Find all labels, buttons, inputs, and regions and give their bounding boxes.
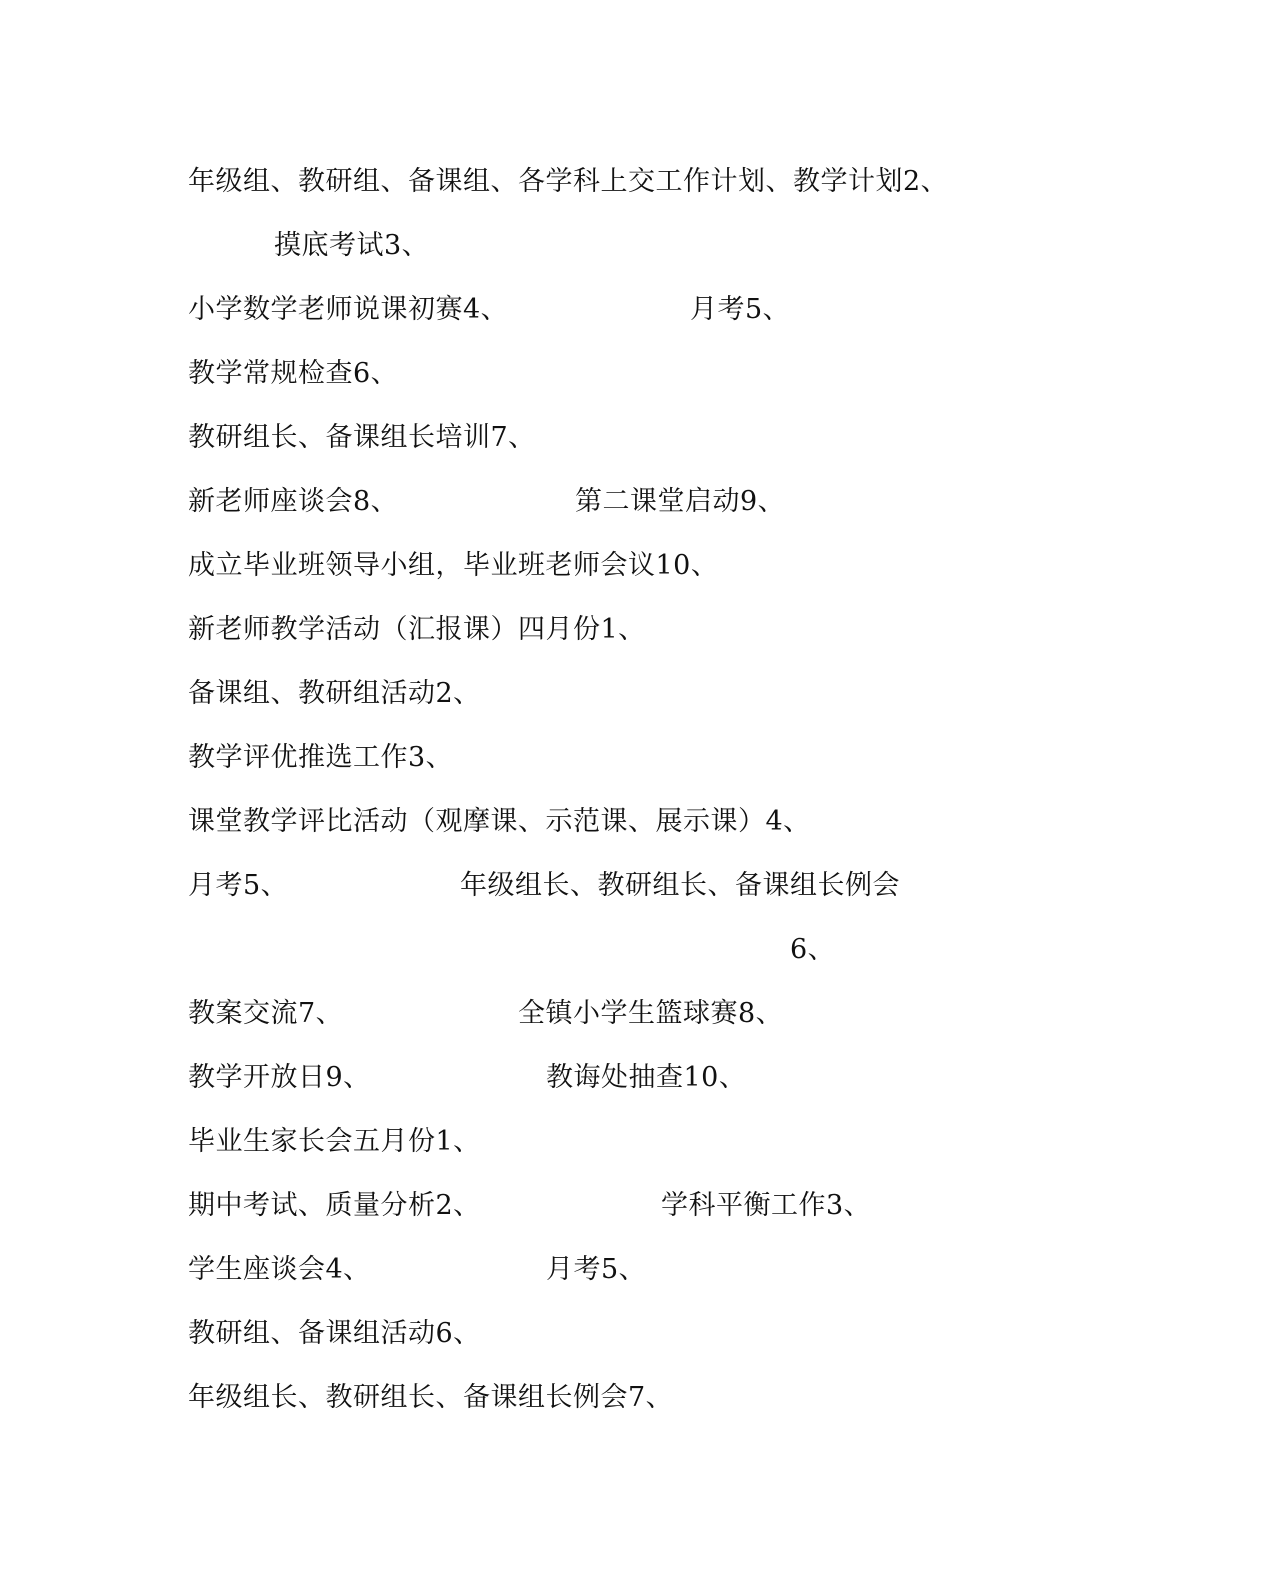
text-line: 教案交流7、 (188, 998, 344, 1029)
text-line: 全镇小学生篮球赛8、 (518, 998, 784, 1029)
text-line: 6、 (790, 934, 836, 965)
text-line: 年级组长、教研组长、备课组长例会7、 (188, 1382, 674, 1413)
text-line: 备课组、教研组活动2、 (188, 678, 481, 709)
text-line: 教研组、备课组活动6、 (188, 1318, 481, 1349)
text-line: 年级组长、教研组长、备课组长例会 (460, 870, 900, 901)
text-line: 学科平衡工作3、 (661, 1190, 872, 1221)
text-line: 新老师座谈会8、 (188, 486, 399, 517)
text-line: 年级组、教研组、备课组、各学科上交工作计划、教学计划2、 (188, 166, 949, 197)
text-line: 教学评优推选工作3、 (188, 742, 454, 773)
text-line: 小学数学老师说课初赛4、 (188, 294, 509, 325)
text-line: 教诲处抽查10、 (546, 1062, 747, 1093)
text-line: 第二课堂启动9、 (575, 486, 786, 517)
text-line: 成立毕业班领导小组，毕业班老师会议10、 (188, 550, 719, 581)
text-line: 月考5、 (690, 294, 791, 325)
text-line: 教学常规检查6、 (188, 358, 399, 389)
text-line: 课堂教学评比活动（观摩课、示范课、展示课）4、 (188, 806, 811, 837)
text-line: 摸底考试3、 (274, 230, 430, 261)
text-line: 教学开放日9、 (188, 1062, 371, 1093)
text-line: 毕业生家长会五月份1、 (188, 1126, 481, 1157)
text-line: 月考5、 (546, 1254, 647, 1285)
text-line: 教研组长、备课组长培训7、 (188, 422, 536, 453)
text-line: 期中考试、质量分析2、 (188, 1190, 481, 1221)
text-line: 月考5、 (188, 870, 289, 901)
text-line: 新老师教学活动（汇报课）四月份1、 (188, 614, 646, 645)
text-line: 学生座谈会4、 (188, 1254, 371, 1285)
